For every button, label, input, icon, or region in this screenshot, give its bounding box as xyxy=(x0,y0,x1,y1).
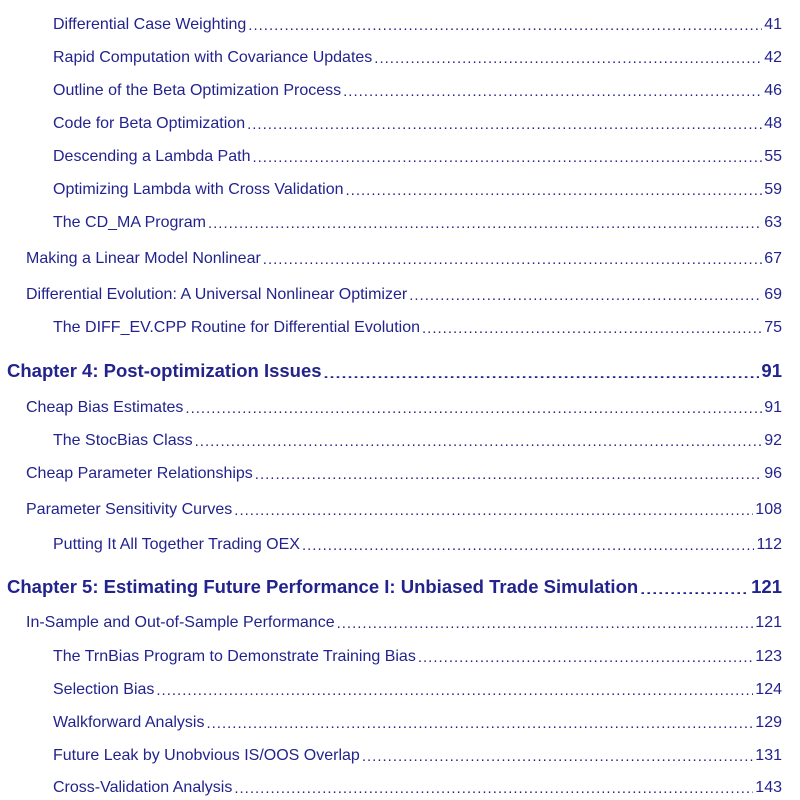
toc-entry-stocbias-class[interactable] xyxy=(53,426,782,450)
clipped-entry-fragment xyxy=(26,0,782,2)
dot-leader xyxy=(255,470,762,480)
toc-entry-title: Optimizing Lambda with Cross Validation xyxy=(53,181,344,198)
dot-leader xyxy=(640,584,749,594)
toc-entry-page: 131 xyxy=(755,747,782,764)
toc-entry-page: 129 xyxy=(755,714,782,731)
toc-entry-title: Cross-Validation Analysis xyxy=(53,779,233,796)
dot-leader xyxy=(302,541,755,551)
dot-leader xyxy=(252,153,762,163)
toc-entry-trnbias-program[interactable] xyxy=(53,642,782,666)
toc-entry-title: Walkforward Analysis xyxy=(53,714,205,731)
toc-entry-page: 42 xyxy=(764,49,782,66)
toc-entry-walkforward-analysis[interactable] xyxy=(53,708,782,732)
toc-entry-page: 108 xyxy=(755,501,782,518)
dot-leader xyxy=(234,784,753,794)
dot-leader xyxy=(374,54,762,64)
toc-entry-page: 69 xyxy=(764,286,782,303)
toc-entry-title: Rapid Computation with Covariance Updates xyxy=(53,49,373,66)
toc-entry-page: 91 xyxy=(764,399,782,416)
toc-entry-title: Cheap Parameter Relationships xyxy=(26,465,253,482)
toc-entry-title: Chapter 5: Estimating Future Performance I: Unbiased Trade Simulation xyxy=(7,576,639,597)
toc-entry-future-leak[interactable] xyxy=(53,741,782,765)
toc-entry-title: The CD_MA Program xyxy=(53,214,206,231)
dot-leader xyxy=(362,752,753,762)
toc-entry-title: The DIFF_EV.CPP Routine for Differential Evolution xyxy=(53,319,420,336)
toc-entry-rapid-computation[interactable] xyxy=(53,43,782,67)
toc-entry-cheap-bias-estimates[interactable] xyxy=(26,393,782,417)
toc-entry-page: 96 xyxy=(764,465,782,482)
toc-entry-page: 59 xyxy=(764,181,782,198)
toc-entry-title: Descending a Lambda Path xyxy=(53,148,251,165)
toc-entry-page: 112 xyxy=(756,536,782,553)
toc-entry-page: 121 xyxy=(755,614,782,631)
dot-leader xyxy=(324,368,760,378)
toc-entry-optimizing-lambda[interactable] xyxy=(53,175,782,199)
toc-entry-chapter-5[interactable] xyxy=(7,573,782,597)
toc-entry-cross-validation-analysis[interactable] xyxy=(53,773,782,797)
toc-entry-selection-bias[interactable] xyxy=(53,675,782,699)
dot-leader xyxy=(185,404,762,414)
toc-entry-cd-ma-program[interactable] xyxy=(53,208,782,232)
toc-entry-parameter-sensitivity-curves[interactable] xyxy=(26,495,782,519)
dot-leader xyxy=(247,120,762,130)
toc-entry-page: 63 xyxy=(764,214,782,231)
toc-entry-title: Differential Evolution: A Universal Nonlinear Optimizer xyxy=(26,286,408,303)
toc-entry-differential-case-weighting[interactable] xyxy=(53,10,782,34)
toc-entry-code-beta-optimization[interactable] xyxy=(53,109,782,133)
toc-entry-differential-evolution[interactable] xyxy=(26,280,782,304)
toc-entry-title: Putting It All Together Trading OEX xyxy=(53,536,300,553)
toc-entry-diff-ev-routine[interactable] xyxy=(53,313,782,337)
toc-entry-title: In-Sample and Out-of-Sample Performance xyxy=(26,614,335,631)
toc-entry-title: Parameter Sensitivity Curves xyxy=(26,501,233,518)
toc-entry-page: 55 xyxy=(764,148,782,165)
toc-entry-page: 124 xyxy=(755,681,782,698)
toc-entry-linear-model-nonlinear[interactable] xyxy=(26,244,782,268)
dot-leader xyxy=(409,291,762,301)
toc-entry-page: 123 xyxy=(755,648,782,665)
dot-leader xyxy=(343,87,762,97)
toc-entry-title: Making a Linear Model Nonlinear xyxy=(26,250,261,267)
dot-leader xyxy=(418,653,753,663)
toc-entry-page: 75 xyxy=(764,319,782,336)
toc-entry-title: Chapter 4: Post-optimization Issues xyxy=(7,360,322,381)
toc-entry-descending-lambda-path[interactable] xyxy=(53,142,782,166)
toc-entry-page: 121 xyxy=(751,576,782,597)
toc-entry-cheap-parameter-relationships[interactable] xyxy=(26,459,782,483)
toc-entry-page: 67 xyxy=(764,250,782,267)
dot-leader xyxy=(422,324,762,334)
toc-entry-trading-oex[interactable] xyxy=(53,530,782,554)
toc-entry-page: 46 xyxy=(764,82,782,99)
toc-entry-page: 143 xyxy=(755,779,782,796)
dot-leader xyxy=(195,437,763,447)
toc-entry-title: Selection Bias xyxy=(53,681,155,698)
toc-entry-title: Cheap Bias Estimates xyxy=(26,399,184,416)
dot-leader xyxy=(156,686,753,696)
dot-leader xyxy=(337,619,754,629)
toc-entry-chapter-4[interactable] xyxy=(7,357,782,381)
dot-leader xyxy=(208,219,762,229)
dot-leader xyxy=(248,21,762,31)
dot-leader xyxy=(206,719,753,729)
toc-entry-page: 92 xyxy=(764,432,782,449)
dot-leader xyxy=(234,506,753,516)
dot-leader xyxy=(346,186,763,196)
toc-entry-title: The TrnBias Program to Demonstrate Training Bias xyxy=(53,648,416,665)
dot-leader xyxy=(263,255,762,265)
toc-entry-in-sample-out-of-sample[interactable] xyxy=(26,608,782,632)
toc-entry-title: Differential Case Weighting xyxy=(53,16,247,33)
toc-entry-title: Code for Beta Optimization xyxy=(53,115,246,132)
toc-entry-page: 48 xyxy=(764,115,782,132)
toc-entry-title: The StocBias Class xyxy=(53,432,193,449)
toc-entry-page: 41 xyxy=(764,16,782,33)
toc-entry-page: 91 xyxy=(761,360,782,381)
toc-entry-title: Future Leak by Unobvious IS/OOS Overlap xyxy=(53,747,360,764)
toc-entry-outline-beta-optimization[interactable] xyxy=(53,76,782,100)
toc-entry-title: Outline of the Beta Optimization Process xyxy=(53,82,342,99)
